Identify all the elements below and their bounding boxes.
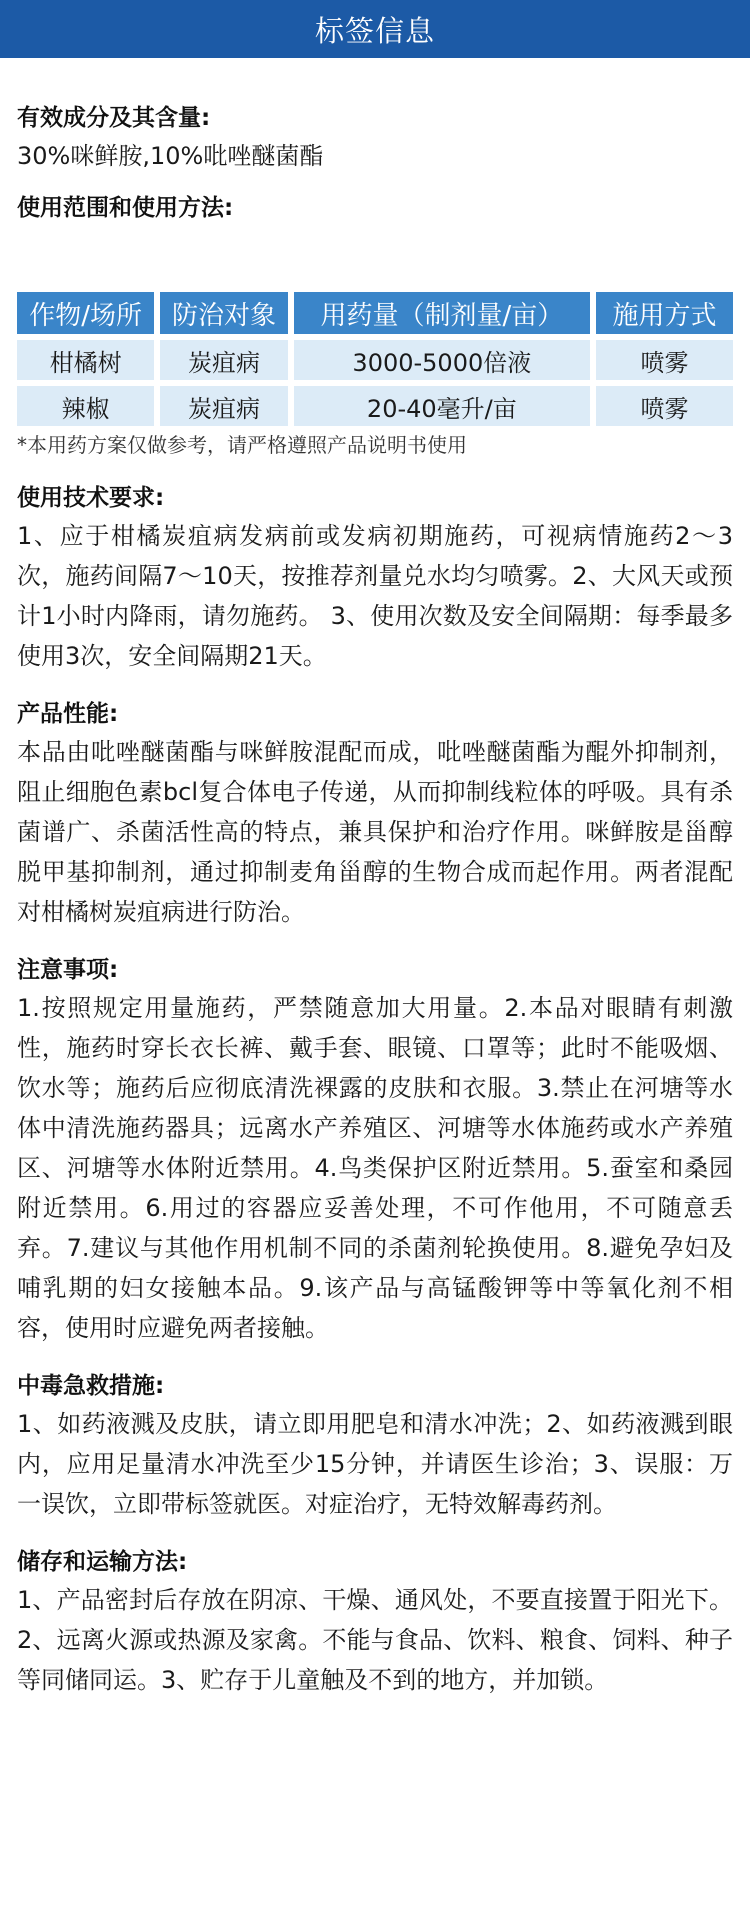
table-cell-method: 喷雾 [596, 386, 733, 426]
first-aid-section [17, 1368, 733, 1524]
table-row [17, 340, 733, 380]
storage-section [17, 1544, 733, 1700]
performance-section [17, 696, 733, 932]
dosage-table [11, 286, 739, 432]
usage-note: *本用药方案仅做参考，请严格遵照产品说明书使用 [17, 433, 467, 457]
table-row [17, 386, 733, 426]
first-aid-title: 中毒急救措施: [17, 1373, 165, 1399]
table-cell-dosage: 3000-5000倍液 [294, 340, 590, 380]
label-content [17, 100, 733, 1700]
table-cell-crop: 辣椒 [17, 386, 154, 426]
column-header-target: 防治对象 [160, 292, 287, 334]
technical-body: 1、应于柑橘炭疽病发病前或发病初期施药，可视病情施药2～3次，施药间隔7～10天，按推荐剂量兑水均匀喷雾。2、大风天或预计1小时内降雨，请勿施药。 3、使用次数及安全间隔期：每季最多使用3次，安全间隔期21天。 [17, 522, 733, 670]
performance-body: 本品由吡唑醚菌酯与咪鲜胺混配而成，吡唑醚菌酯为醌外抑制剂，阻止细胞色素bcl复合体电子传递，从而抑制线粒体的呼吸。具有杀菌谱广、杀菌活性高的特点，兼具保护和治疗作用。咪鲜胺是甾醇脱甲基抑制剂，通过抑制麦角甾醇的生物合成而起作用。两者混配对柑橘树炭疽病进行防治。 [17, 738, 733, 926]
table-cell-method: 喷雾 [596, 340, 733, 380]
storage-body: 1、产品密封后存放在阴凉、干燥、通风处，不要直接置于阳光下。 2、远离火源或热源及家禽。不能与食品、饮料、粮食、饲料、种子等同储同运。3、贮存于儿童触及不到的地方，并加锁。 [17, 1586, 733, 1694]
column-header-crop: 作物/场所 [17, 292, 154, 334]
performance-title: 产品性能: [17, 701, 119, 727]
ingredients-section [17, 100, 733, 176]
table-cell-target: 炭疽病 [160, 386, 287, 426]
usage-title: 使用范围和使用方法: [17, 195, 234, 221]
ingredients-value: 30%咪鲜胺,10%吡唑醚菌酯 [17, 142, 324, 170]
precautions-body: 1.按照规定用量施药，严禁随意加大用量。2.本品对眼睛有刺激性，施药时穿长衣长裤、戴手套、眼镜、口罩等；此时不能吸烟、饮水等；施药后应彻底清洗裸露的皮肤和衣服。3.禁止在河塘等水体中清洗施药器具；远离水产养殖区、河塘等水体施药或水产养殖区、河塘等水体附近禁用。4.鸟类保护区附近禁用。5.蚕室和桑园附近禁用。6.用过的容器应妥善处理，不可作他用，不可随意丢弃。7.建议与其他作用机制不同的杀菌剂轮换使用。8.避免孕妇及哺乳期的妇女接触本品。9.该产品与高锰酸钾等中等氧化剂不相容，使用时应避免两者接触。 [17, 994, 733, 1342]
dosage-table-header [17, 292, 733, 334]
table-cell-dosage: 20-40毫升/亩 [294, 386, 590, 426]
ingredients-title: 有效成分及其含量: [17, 105, 211, 131]
precautions-section [17, 952, 733, 1348]
table-cell-crop: 柑橘树 [17, 340, 154, 380]
first-aid-body: 1、如药液溅及皮肤，请立即用肥皂和清水冲洗；2、如药液溅到眼内，应用足量清水冲洗至少15分钟，并请医生诊治；3、误服：万一误饮，立即带标签就医。对症治疗，无特效解毒药剂。 [17, 1410, 733, 1518]
column-header-method: 施用方式 [596, 292, 733, 334]
usage-section [17, 190, 733, 460]
storage-title: 储存和运输方法: [17, 1549, 188, 1575]
precautions-title: 注意事项: [17, 957, 119, 983]
technical-section [17, 480, 733, 676]
column-header-dosage: 用药量（制剂量/亩） [294, 292, 590, 334]
table-cell-target: 炭疽病 [160, 340, 287, 380]
page-title: 标签信息 [314, 13, 435, 48]
header-bar [0, 0, 750, 58]
technical-title: 使用技术要求: [17, 485, 165, 511]
